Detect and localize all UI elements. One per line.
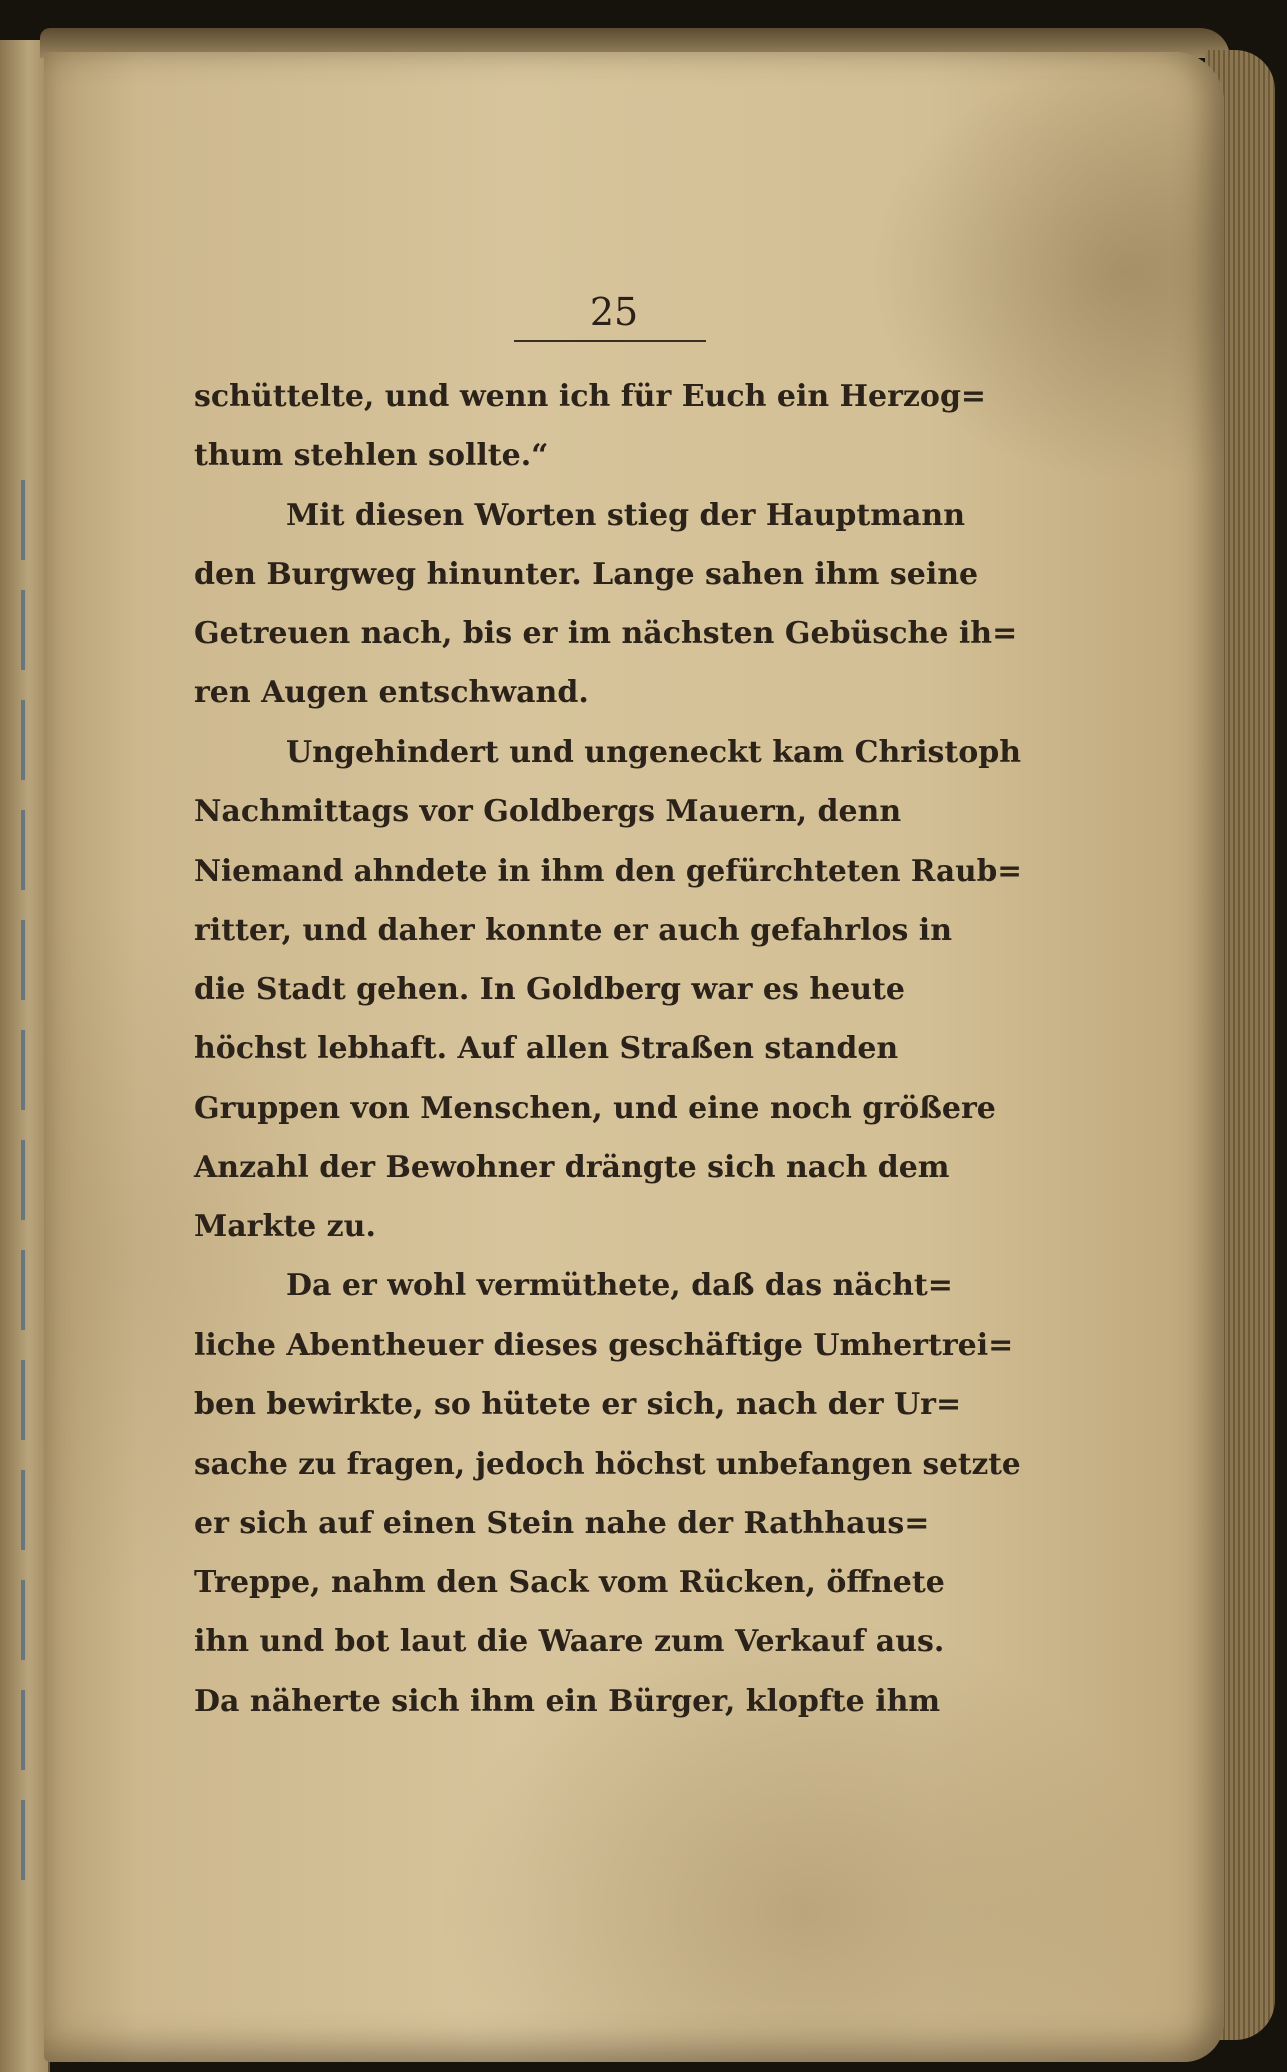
body-text [194,367,1024,1731]
page-number: 25 [589,290,639,334]
text-line: Getreuen nach, bis er im nächsten Gebüsche ih= [194,616,1018,652]
text-line: sache zu fragen, jedoch höchst unbefangen setzte [194,1446,1021,1482]
text-line: Gruppen von Menschen, und eine noch größere [194,1090,996,1126]
text-line: Ungehindert und ungeneckt kam Christoph [286,734,1022,770]
book-page [44,52,1224,2062]
text-line: den Burgweg hinunter. Lange sahen ihm seine [194,556,979,592]
text-line: Treppe, nahm den Sack vom Rücken, öffnete [194,1564,945,1600]
text-line: ritter, und daher konnte er auch gefahrlos in [194,912,953,948]
previous-page-edge [0,40,50,2072]
text-line: thum stehlen sollte.“ [194,438,549,474]
text-line: Anzahl der Bewohner drängte sich nach dem [194,1149,950,1185]
text-line: ihn und bot laut die Waare zum Verkauf aus. [194,1624,945,1660]
text-line: Nachmittags vor Goldbergs Mauern, denn [194,794,902,830]
binding-thread [21,480,25,1880]
text-line: Mit diesen Worten stieg der Hauptmann [286,497,966,533]
text-line: Niemand ahndete in ihm den gefürchteten Raub= [194,853,1022,889]
text-line: ren Augen entschwand. [194,675,589,711]
text-line: liche Abentheuer dieses geschäftige Umhertrei= [194,1327,1014,1363]
text-line: Markte zu. [194,1209,376,1245]
text-line: die Stadt gehen. In Goldberg war es heute [194,971,905,1007]
text-line: er sich auf einen Stein nahe der Rathhaus= [194,1505,930,1541]
text-line: schüttelte, und wenn ich für Euch ein Herzog= [194,379,987,414]
text-line: Da er wohl vermüthete, daß das nächt= [286,1268,953,1304]
text-line: ben bewirkte, so hütete er sich, nach der Ur= [194,1387,962,1423]
text-line: Da näherte sich ihm ein Bürger, klopfte ihm [194,1683,941,1719]
text-line: höchst lebhaft. Auf allen Straßen standen [194,1031,899,1067]
header-rule [514,340,706,342]
